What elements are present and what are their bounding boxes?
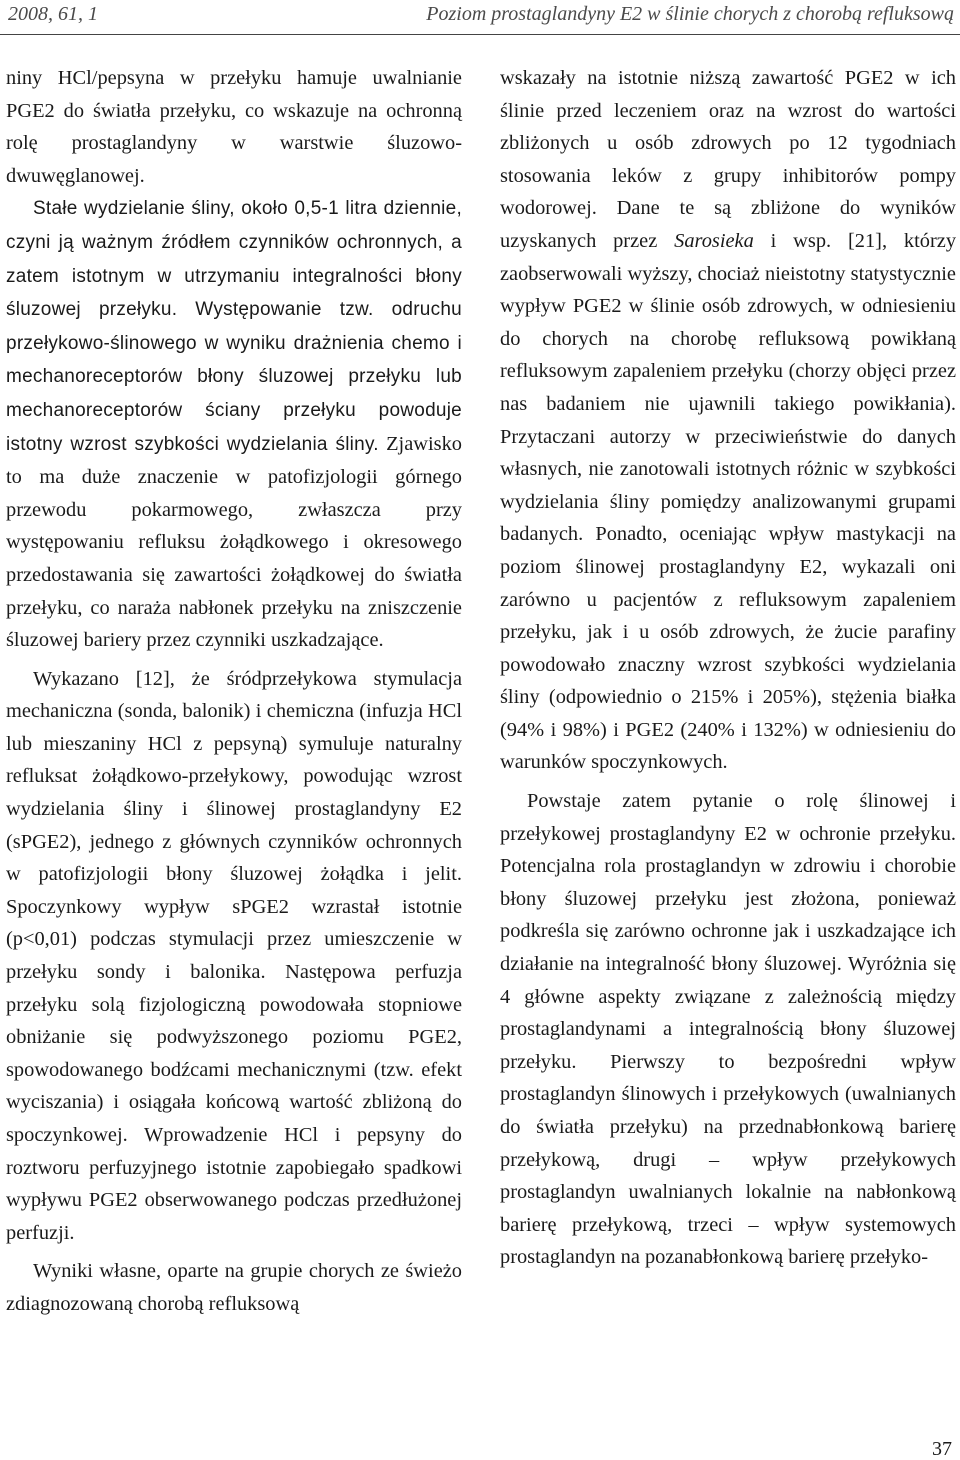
left-column [6,62,462,1321]
paragraph-sans-segment: Stałe wydzielanie śliny, około 0,5-1 litra dziennie, czyni ją ważnym źródłem czynników ochronnych, a zatem istotnym w utrzymaniu integralności błony śluzowej przełyku. Występowanie tzw. odruchu przełykowo-ślinowego w wyniku drażnienia chemo i mechanoreceptorów błony śluzowej przełyku lub mechanoreceptorów ściany przełyku powoduje istotny wzrost szybkości wydzielania śliny. [6,198,462,455]
journal-citation: 2008, 61, 1 [8,3,98,25]
paragraph-serif-segment: Zjawisko to ma duże znaczenie w patofizjologii górnego przewodu pokarmowego, zwłaszcza przy występowaniu refluksu żołądkowego i okresowego przedostawania się zawartości żołądkowej do światła przełyku, co naraża nabłonek przełyku na zniszczenie śluzowej bariery przez czynniki uszkadzające. [6,432,462,652]
paragraph-stimulation-study: Wykazano [12], że śródprzełykowa stymulacja mechaniczna (sonda, balonik) i chemiczna (infuzja HCl lub mieszaniny HCl z pepsyną) symuluje naturalny refluksat żołądkowo-przełykowy, powodując wzrost wydzielania śliny i ślinowej prostaglandyny E2 (sPGE2), jednego z głównych czynników ochronnych w patofizjologii błony śluzowej żołądka i jelit. Spoczynkowy wypływ sPGE2 wzrastał istotnie (p<0,01) podczas stymulacji przez umieszczenie w przełyku sondy i balonika. Następowa perfuzja przełyku solą fizjologiczną powodowała stopniowe obniżanie się podwyższonego poziomu PGE2, spowodowanego bodźcami mechanicznymi (tzw. efekt wyciszania) i osiągała końcową wartość zbliżoną do spoczynkowej. Wprowadzenie HCl i pepsyny do roztworu perfuzyjnego istotnie zapobiegało spadkowi wypływu PGE2 obserwowanego podczas przedłużonej perfuzji. [6,667,462,1244]
paragraph-text-segment: i wsp. [21], którzy zaobserwowali wyższy, chociaż nieistotny statystycznie wypływ PGE2 w ślinie osób zdrowych, w odniesieniu do chorych na chorobę refluksową powikłaną refluksowym zapaleniem przełyku (chorzy objęci przez nas badaniem nie ujawnili takiego powikłania). Przytaczani autorzy w przeciwieństwie do danych własnych, nie zanotowali istotnych różnic w szybkości wydzielania śliny pomiędzy analizowanymi grupami badanych. Ponadto, oceniając wpływ mastykacji na poziom ślinowej prostaglandyny E2, wykazali oni zarówno u pacjentów z refluksowym zapaleniem przełyku, jak i u osób zdrowych, że żucie parafiny powodowało znaczny wzrost szybkości wydzielania śliny (odpowiednio o 215% i 205%), stężenia białka (94% i 98%) i PGE2 (240% i 132%) w odniesieniu do warunków spoczynkowych. [500,229,957,774]
right-column [500,62,956,1274]
paragraph-saliva-secretion [6,192,462,656]
running-header [0,0,960,40]
paragraph-prostaglandin-role: Powstaje zatem pytanie o rolę ślinowej i przełykowej prostaglandyny E2 w ochronie przełyku. Potencjalna rola prostaglandyn w zdrowiu i chorobie błony śluzowej przełyku jest złożona, ponieważ podkreśla się zarówno ochronne jak i uszkadzające ich działanie na integralność błony śluzowej. Wyróżnia się 4 główne aspekty związane z zależnością między prostaglandynami a integralnością błony śluzowej przełyku. Pierwszy to bezpośredni wpływ prostaglandyn ślinowych i przełykowych (uwalnianych do światła przełyku) na przednabłonkową barierę przełykową, drugi – wpływ przełykowych prostaglandyn uwalnianych lokalnie na nabłonkową barierę przełykową, trzeci – wpływ systemowych prostaglandyn na pozanabłonkową barierę przełyko- [500,790,956,1269]
paragraph-text-segment: wskazały na istotnie niższą zawartość PGE2 w ich ślinie przed leczeniem oraz na wzrost do wartości zbliżonych u osób zdrowych po 12 tygodniach stosowania leków z grupy inhibitorów pompy wodorowej. Dane te są zbliżone do wyników uzyskanych przez [500,67,956,252]
paragraph-continued: niny HCl/pepsyna w przełyku hamuje uwalnianie PGE2 do światła przełyku, co wskazuje na ochronną rolę prostaglandyny w warstwie śluzowo-dwuwęglanowej. [6,67,462,187]
paragraph-own-results: Wyniki własne, oparte na grupie chorych ze świeżo zdiagnozowaną chorobą refluksową [6,1260,462,1315]
author-name: Sarosieka [674,229,754,252]
paragraph-results-comparison [500,62,956,779]
running-title: Poziom prostaglandyny E2 w ślinie chorych z chorobą refluksową [426,3,954,25]
header-divider [0,34,960,35]
page-number: 37 [932,1438,952,1460]
